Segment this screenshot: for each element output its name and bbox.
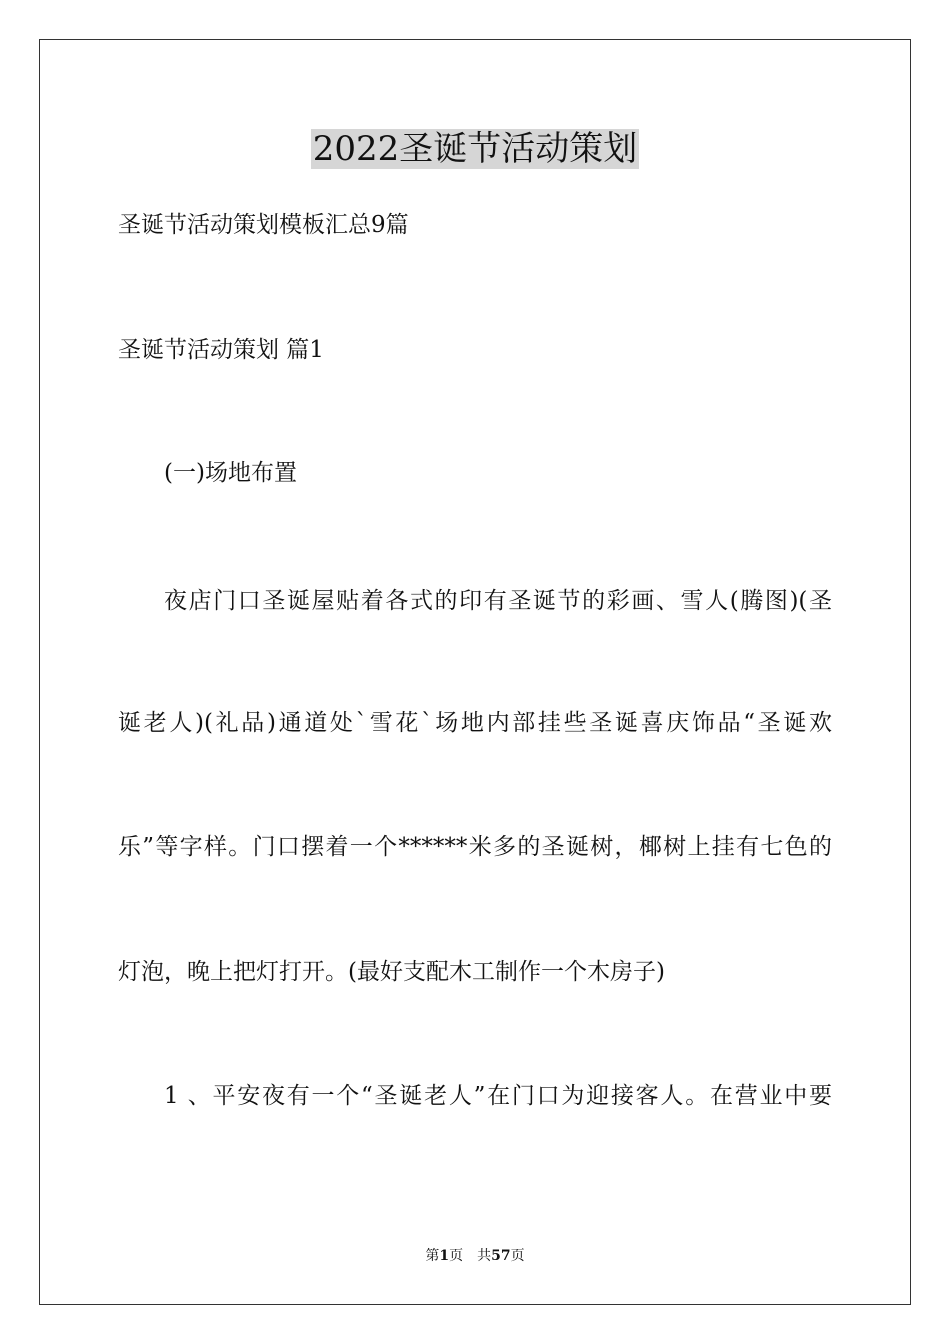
document-subtitle: 圣诞节活动策划模板汇总9篇: [118, 212, 409, 238]
paragraph-line: 乐”等字样。门口摆着一个******米多的圣诞树，椰树上挂有七色的: [118, 834, 832, 860]
footer-page-total: 57: [491, 1248, 511, 1264]
paragraph-line: 夜店门口圣诞屋贴着各式的印有圣诞节的彩画、雪人(腾图)(圣: [164, 588, 832, 614]
sub-heading: (一)场地布置: [164, 460, 297, 486]
document-title-text: 2022圣诞节活动策划: [312, 129, 638, 169]
page-footer: [0, 1247, 950, 1265]
section-heading: 圣诞节活动策划 篇1: [118, 337, 324, 363]
footer-page-current: 1: [439, 1248, 450, 1264]
footer-suffix: 页: [510, 1248, 525, 1264]
footer-prefix: 第: [425, 1248, 440, 1264]
list-item: 1 、平安夜有一个“圣诞老人”在门口为迎接客人。在营业中要: [164, 1083, 832, 1109]
document-title: [0, 127, 950, 171]
paragraph-line: 灯泡，晚上把灯打开。(最好支配木工制作一个木房子): [118, 959, 665, 985]
footer-mid: 页 共: [449, 1248, 492, 1264]
paragraph-line: 诞老人)(礼品)通道处`雪花`场地内部挂些圣诞喜庆饰品“圣诞欢: [118, 710, 832, 736]
